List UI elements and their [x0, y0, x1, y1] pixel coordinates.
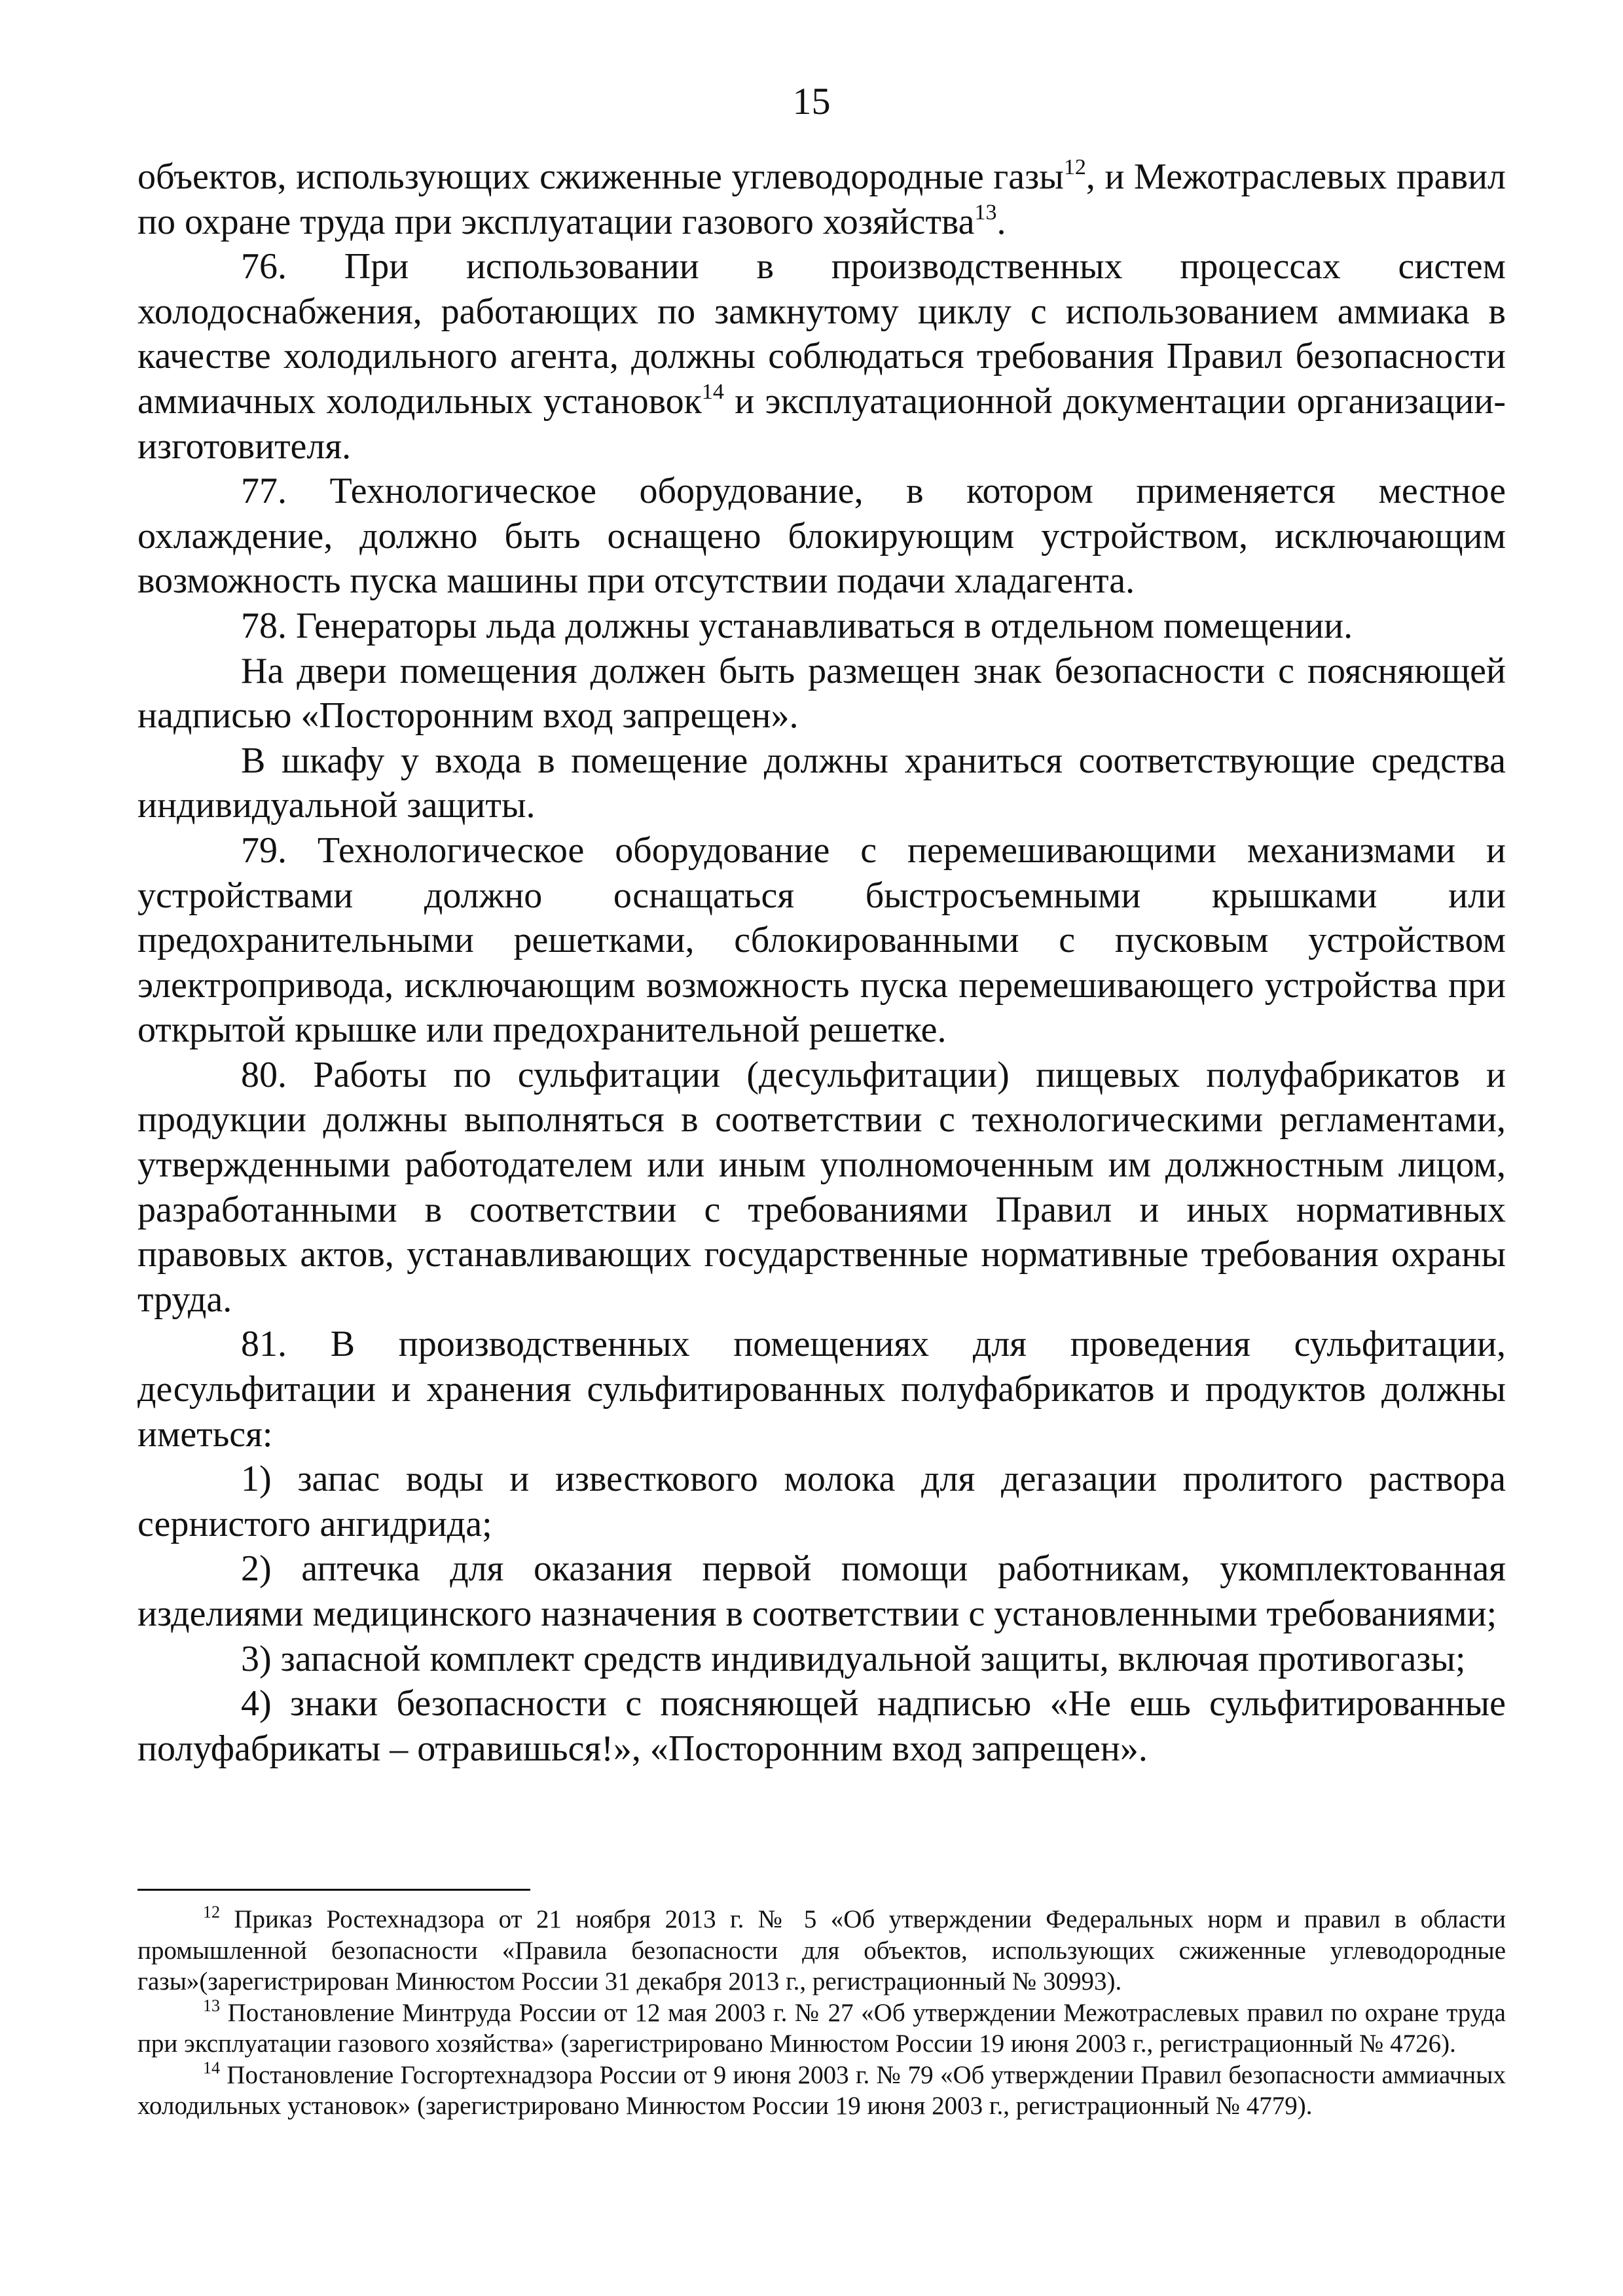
- footnote-text: Постановление Минтруда России от 12 мая 2003 г. № 27 «Об утверждении Межотраслевых правил по охране труда при эксплуатации газового хозяйства» (зарегистрировано Минюстом России 19 июня 2003 г., регистрационный № 4726).: [137, 1998, 1506, 2058]
- paragraph-text: .: [996, 201, 1006, 242]
- paragraph-78-door-sign: На двери помещения должен быть размещен знак безопасности с поясняющей надписью «Посторонним вход запрещен».: [137, 650, 1506, 737]
- list-item-3: 3) запасной комплект средств индивидуальной защиты, включая противогазы;: [241, 1638, 1466, 1679]
- footnote-ref-13: 13: [974, 200, 997, 225]
- footnote-ref-14: 14: [701, 379, 724, 404]
- paragraph-text: , и Межотраслевых правил по охране труда при эксплуатации газового хозяйства: [137, 156, 1506, 242]
- list-item-1: 1) запас воды и известкового молока для дегазации пролитого раствора сернистого ангидрида;: [137, 1459, 1506, 1544]
- paragraph-79: 79. Технологическое оборудование с перемешивающими механизмами и устройствами должно оснащаться быстросъемными крышками или предохранительными решетками, сблокированными с пусковым устройством электропривода, исключающим возможность пуска перемешивающего устройства при открытой крышке или предохранительной решетке.: [137, 829, 1506, 1051]
- paragraph-text: объектов, использующих сжиженные углеводородные газы: [137, 156, 1064, 197]
- footnote-separator: [137, 1889, 530, 1891]
- paragraph-80: 80. Работы по сульфитации (десульфитации) пищевых полуфабрикатов и продукции должны выполняться в соответствии с технологическими регламентами, утвержденными работодателем или иным уполномоченным им должностным лицом, разработанными в соответствии с требованиями Правил и иных нормативных правовых актов, устанавливающих государственные нормативные требования охраны труда.: [137, 1054, 1506, 1320]
- footnote-13: [137, 1997, 1506, 2060]
- footnote-number: 14: [203, 2058, 220, 2077]
- paragraph-78: 78. Генераторы льда должны устанавливаться в отдельном помещении.: [241, 605, 1353, 646]
- paragraph-81: 81. В производственных помещениях для проведения сульфитации, десульфитации и хранения сульфитированных полуфабрикатов и продуктов должны иметься:: [137, 1324, 1506, 1455]
- footnote-text: Постановление Госгортехнадзора России от 9 июня 2003 г. № 79 «Об утверждении Правил безопасности аммиачных холодильных установок» (зарегистрировано Минюстом России 19 июня 2003 г., регистрационный № 4779).: [137, 2060, 1506, 2120]
- page-number: 15: [792, 80, 831, 122]
- paragraph-text: и эксплуатационной документации организации-изготовителя.: [137, 380, 1506, 467]
- paragraph-text: 76. При использовании в производственных процессах систем холодоснабжения, работающих по замкнутому циклу с использованием аммиака в качестве холодильного агента, должны соблюдаться требования Правил безопасности аммиачных холодильных установок: [137, 246, 1506, 422]
- footnote-12: [137, 1904, 1506, 1997]
- paragraph-77: 77. Технологическое оборудование, в котором применяется местное охлаждение, должно быть оснащено блокирующим устройством, исключающим возможность пуска машины при отсутствии подачи хладагента.: [137, 471, 1506, 602]
- footnote-14: [137, 2060, 1506, 2122]
- footnote-text: Приказ Ростехнадзора от 21 ноября 2013 г. № 5 «Об утверждении Федеральных норм и правил в области промышленной безопасности «Правила безопасности для объектов, использующих сжиженные углеводородные газы»(зарегистрирован Минюстом России 31 декабря 2013 г., регистрационный № 30993).: [137, 1905, 1506, 1995]
- document-body: [137, 155, 1506, 1771]
- list-item-2: 2) аптечка для оказания первой помощи работникам, укомплектованная изделиями медицинского назначения в соответствии с установленными требованиями;: [137, 1548, 1506, 1634]
- footnote-number: 12: [203, 1903, 220, 1922]
- paragraph-76: [137, 244, 1506, 469]
- footnote-number: 13: [203, 1995, 220, 2015]
- list-item-4: 4) знаки безопасности с поясняющей надписью «Не ешь сульфитированные полуфабрикаты – отравишься!», «Посторонним вход запрещен».: [137, 1683, 1506, 1769]
- paragraph-continuation: [137, 155, 1506, 244]
- paragraph-78-cabinet: В шкафу у входа в помещение должны храниться соответствующие средства индивидуальной защиты.: [137, 740, 1506, 826]
- footnote-ref-12: 12: [1063, 155, 1086, 179]
- footnotes: [137, 1904, 1506, 2122]
